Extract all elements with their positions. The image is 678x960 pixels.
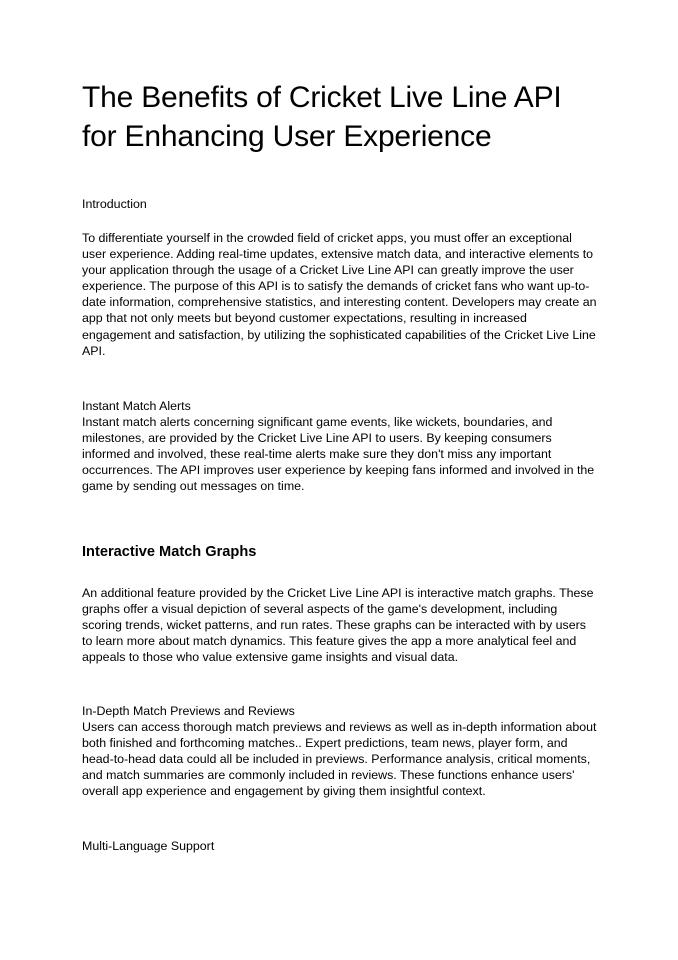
interactive-match-graphs-heading: Interactive Match Graphs <box>82 544 257 560</box>
instant-match-alerts-paragraph: Instant match alerts concerning significant game events, like wickets, boundaries, and milestones, are provided by the Cricket Live Line API to users. By keeping consumers informed and involved, these real-time alerts make sure they don't miss any important occurrences. The API improves user experience by keeping fans informed and involved in the game by sending out messages on time. <box>82 415 595 494</box>
instant-match-alerts-heading: Instant Match Alerts <box>82 399 191 413</box>
introduction-heading: Introduction <box>82 197 147 211</box>
introduction-paragraph: To differentiate yourself in the crowded field of cricket apps, you must offer an exceptional user experience. Adding real-time updates, extensive match data, and interactive elements to your application through the usage of a Cricket Live Line API can greatly improve the user experience. The purpose of this API is to satisfy the demands of cricket fans who want up-to-date information, comprehensive statistics, and interesting content. Developers may create an app that not only meets but beyond customer expectations, resulting in increased engagement and satisfaction, by utilizing the sophisticated capabilities of the Cricket Live Line API. <box>82 231 597 358</box>
instant-match-alerts-section <box>82 398 598 495</box>
in-depth-previews-section <box>82 703 598 800</box>
interactive-match-graphs-paragraph: An additional feature provided by the Cricket Live Line API is interactive match graphs. These graphs offer a visual depiction of several aspects of the game's development, including scoring trends, wicket patterns, and run rates. These graphs can be interacted with by users to learn more about match dynamics. This feature gives the app a more analytical feel and appeals to those who value extensive game insights and visual data. <box>82 586 594 665</box>
document-title: The Benefits of Cricket Live Line API for Enhancing User Experience <box>82 81 562 153</box>
in-depth-previews-heading: In-Depth Match Previews and Reviews <box>82 704 295 718</box>
in-depth-previews-paragraph: Users can access thorough match previews and reviews as well as in-depth information about both finished and forthcoming matches.. Expert predictions, team news, player form, and head-to-head data could all be included in previews. Performance analysis, critical moments, and match summaries are commonly included in reviews. These functions enhance users' overall app experience and engagement by giving them insightful context. <box>82 720 597 799</box>
multi-language-heading: Multi-Language Support <box>82 839 215 853</box>
